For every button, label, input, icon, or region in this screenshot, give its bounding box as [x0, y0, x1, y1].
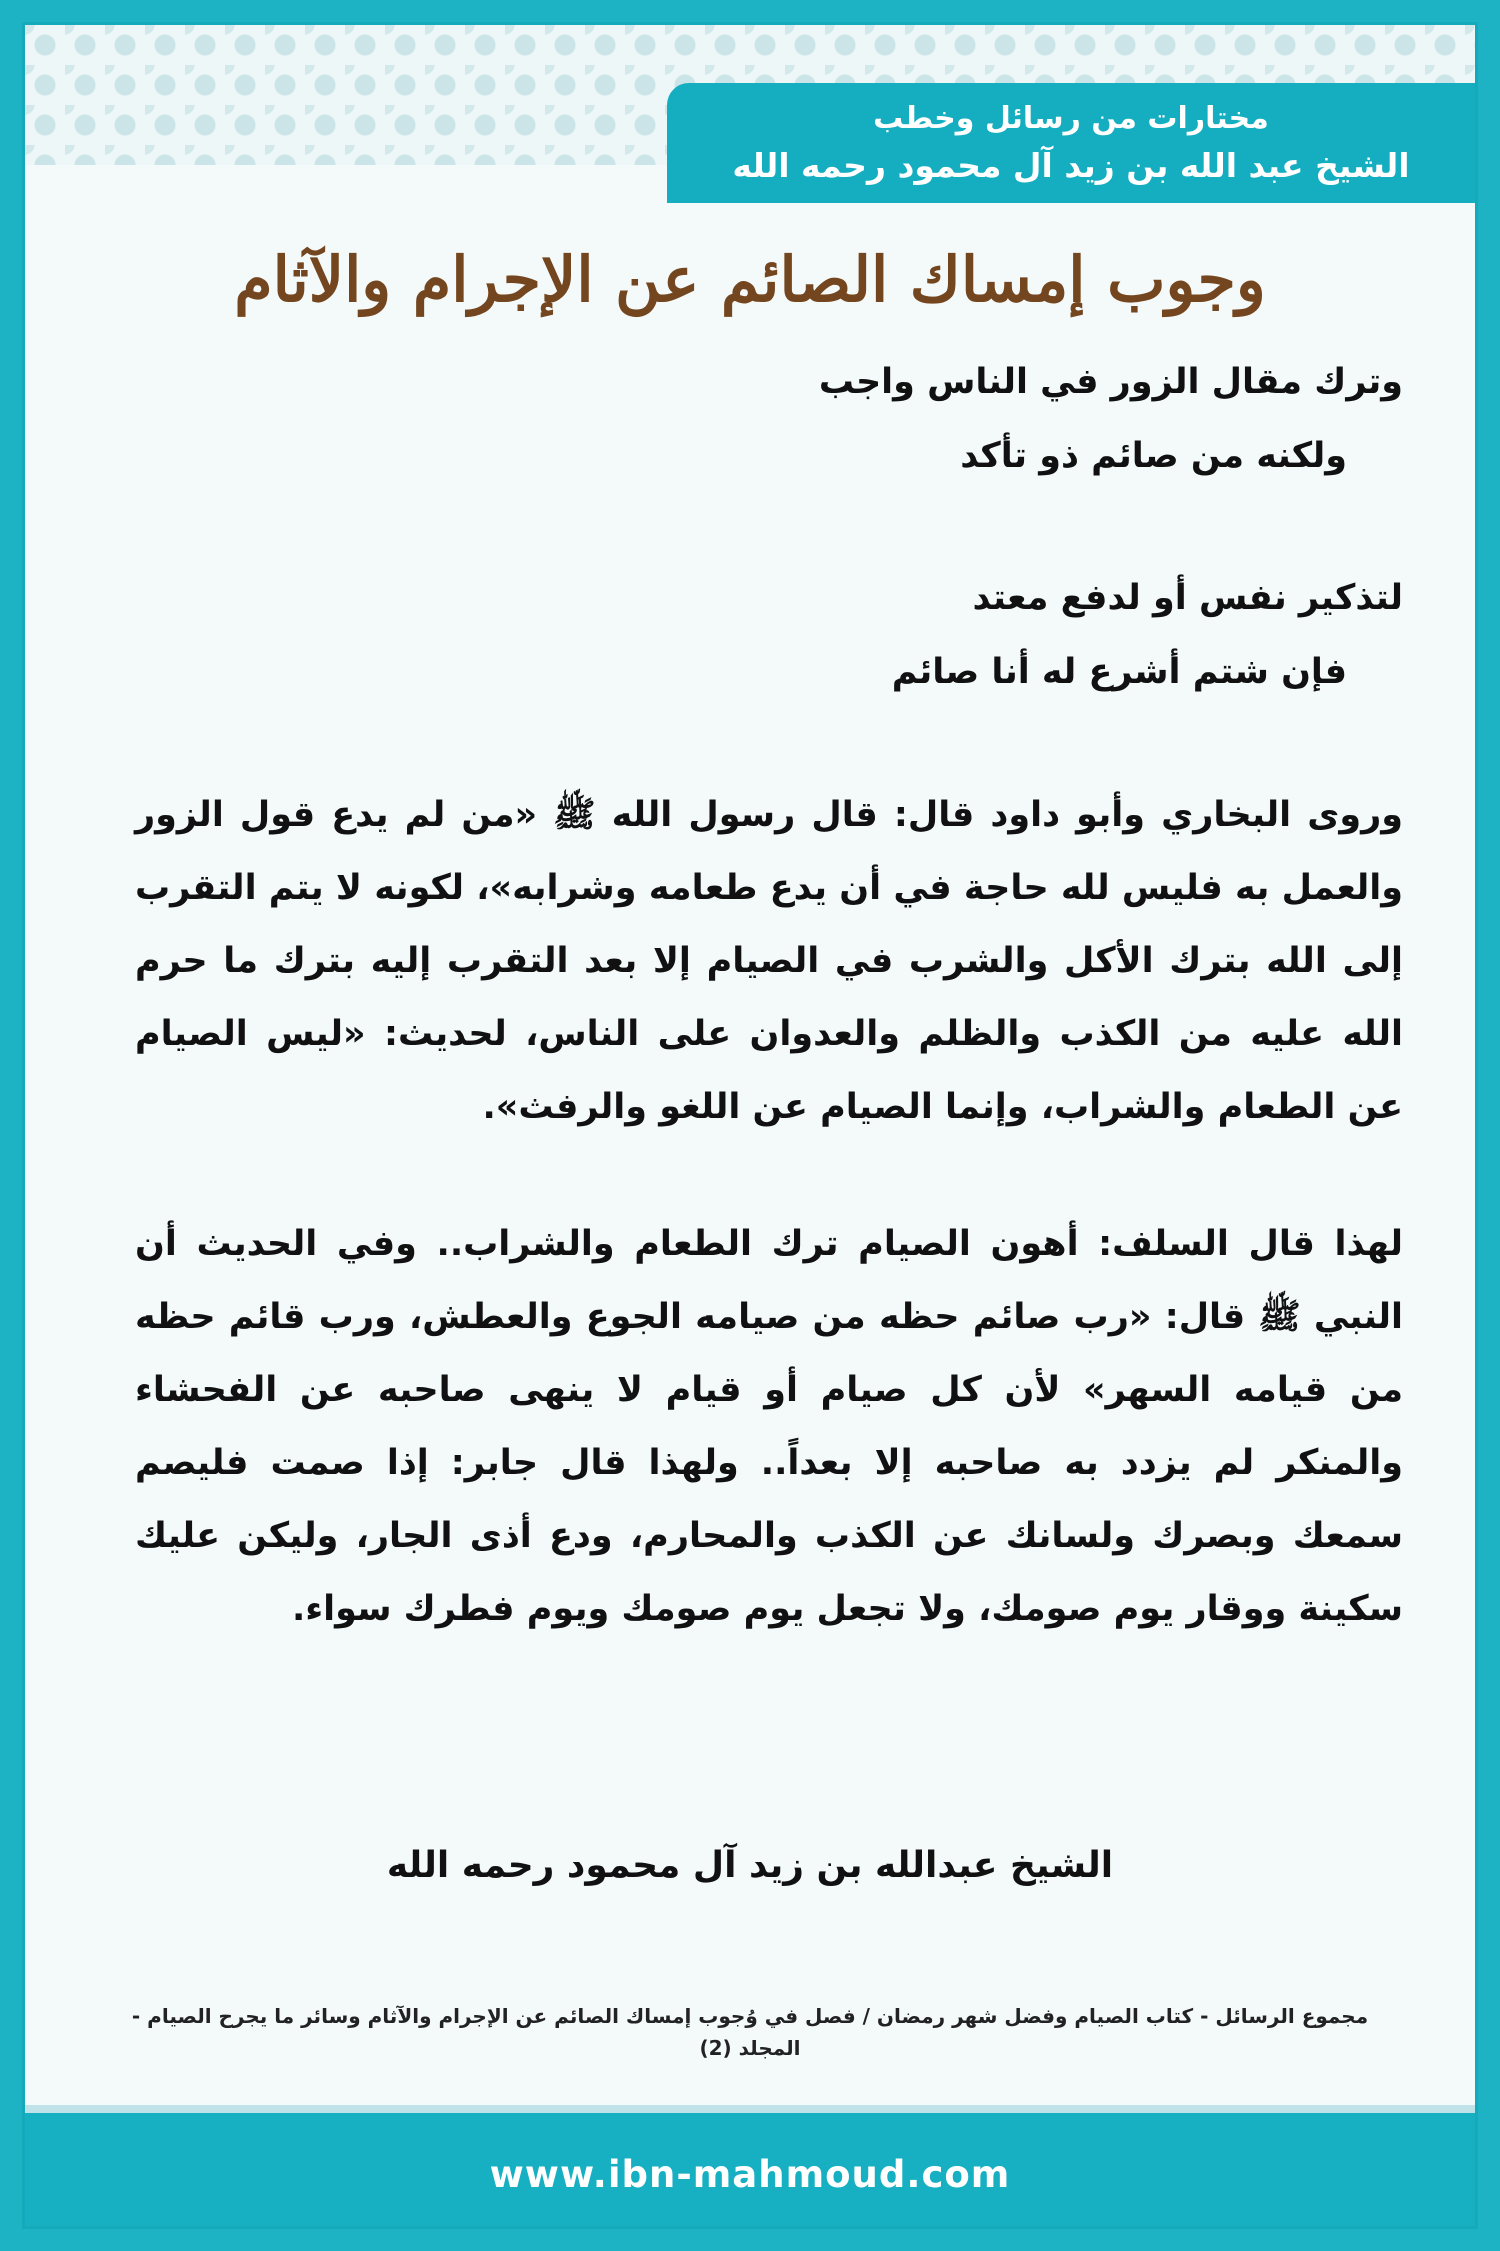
verse-2 — [135, 561, 1403, 709]
paragraph-2: لهذا قال السلف: أهون الصيام ترك الطعام والشراب.. وفي الحديث أن النبي ﷺ قال: «رب صائم حظه من صيامه الجوع والعطش، ورب قائم حظه من قيامه السهر» لأن كل صيام أو قيام لا ينهى صاحبه عن الفحشاء والمنكر لم يزدد به صاحبه إلا بعداً.. ولهذا قال جابر: إذا صمت فليصم سمعك وبصرك ولسانك عن الكذب والمحارم، ودع أذى الجار، وليكن عليك سكينة ووقار يوم صومك، ولا تجعل يوم صومك ويوم فطرك سواء. — [135, 1224, 1403, 1629]
signature: الشيخ عبدالله بن زيد آل محمود رحمه الله — [386, 1845, 1114, 1886]
footer-band — [25, 2105, 1475, 2229]
verse-1-line-1: وترك مقال الزور في الناس واجب — [818, 362, 1403, 402]
header-banner — [667, 83, 1475, 203]
paragraph-1: وروى البخاري وأبو داود قال: قال رسول الله ﷺ «من لم يدع قول الزور والعمل به فليس لله حاجة في أن يدع طعامه وشرابه»، لكونه لا يتم التقرب إلى الله بترك الأكل والشرب في الصيام إلا بعد التقرب إليه بترك ما حرم الله عليه من الكذب والظلم والعدوان على الناس، لحديث: «ليس الصيام عن الطعام والشراب، وإنما الصيام عن اللغو والرفث». — [135, 795, 1403, 1127]
page-frame — [22, 22, 1478, 2229]
website-link[interactable]: www.ibn-mahmoud.com — [489, 2153, 1011, 2196]
verse-2-line-1: لتذكير نفس أو لدفع معتد — [972, 578, 1403, 618]
page-title: وجوب إمساك الصائم عن الإجرام والآثام — [234, 243, 1266, 316]
verse-2-line-2: فإن شتم أشرع له أنا صائم — [891, 652, 1347, 692]
article-body — [135, 345, 1403, 1646]
verse-1-line-2: ولكنه من صائم ذو تأكد — [960, 436, 1347, 476]
header-author: الشيخ عبد الله بن زيد آل محمود رحمه الله — [732, 146, 1410, 185]
source-reference: مجموع الرسائل - كتاب الصيام وفضل شهر رمضان / فصل في وُجوب إمساك الصائم عن الإجرام والآثام وسائر ما يجرح الصيام - المجلد (2) — [131, 2004, 1369, 2060]
header-subtitle: مختارات من رسائل وخطب — [873, 101, 1269, 136]
verse-1 — [135, 345, 1403, 493]
